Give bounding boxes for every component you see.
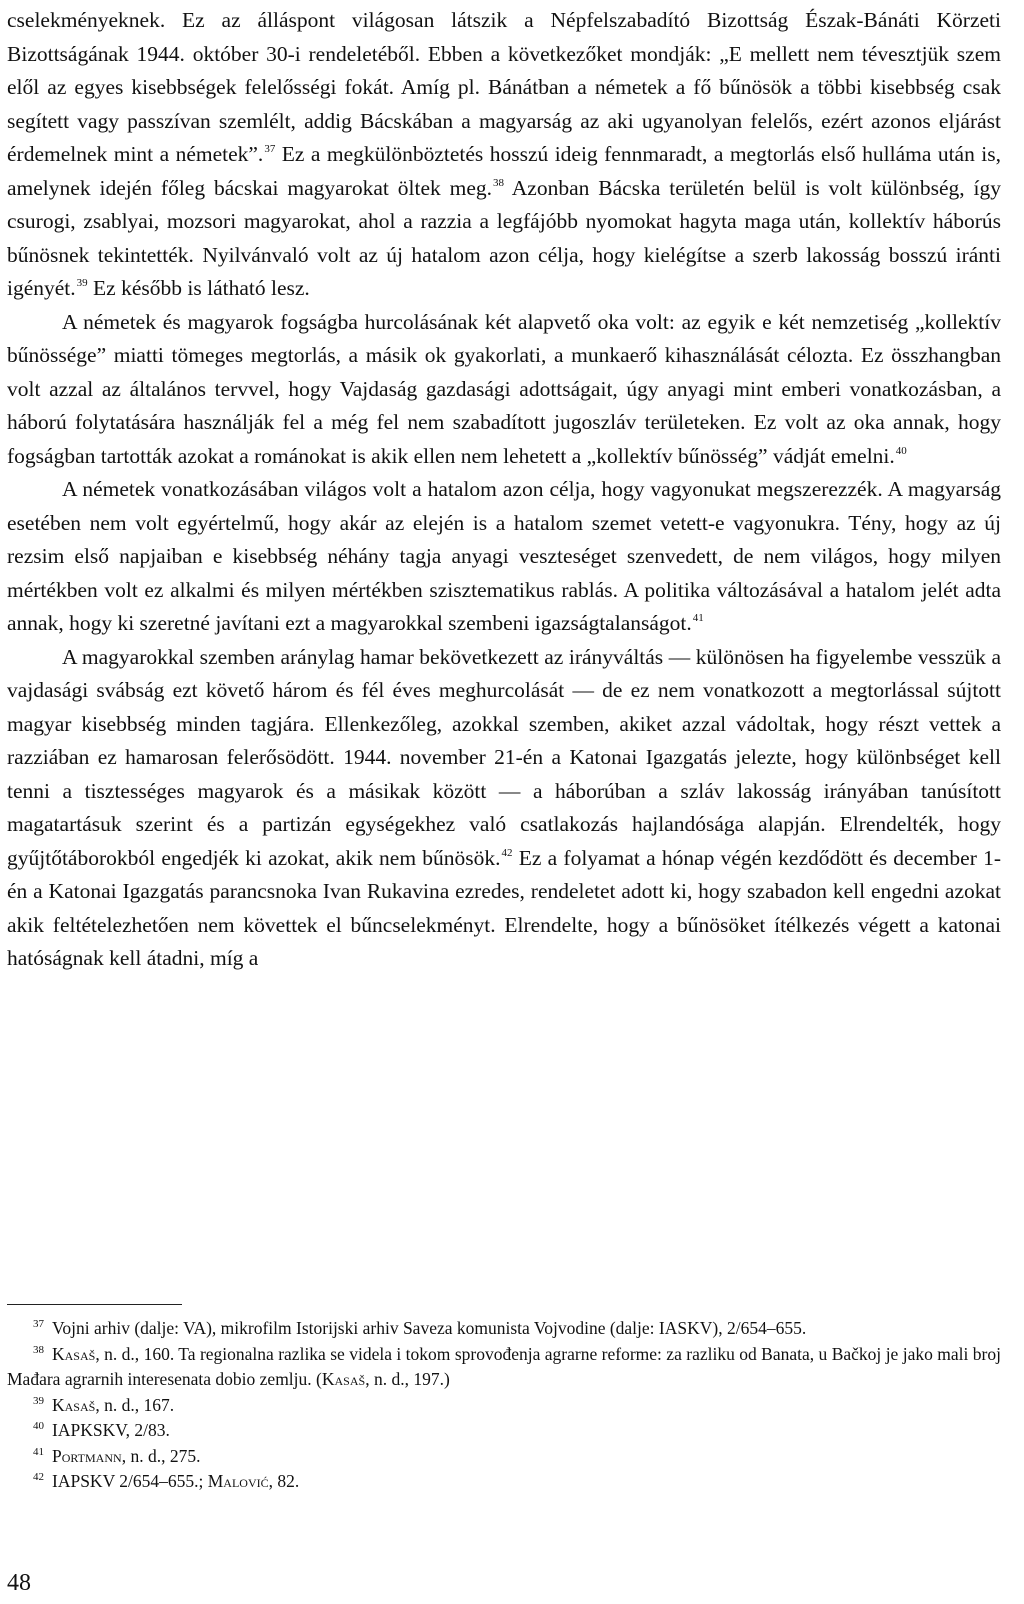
footnote-38: $^{38}$ Kasaš, n. d., 160. Ta regionalna razlika se videla i tokom sprovođenja agrarne reforme: za razliku od Banata, u Bačkoj je jako mali broj Mađara agrarnih interesenata dobio zemlju. (Kasaš, n. d., 197.) — [7, 1343, 1001, 1389]
footnote-ref[interactable]: 42 — [501, 846, 513, 859]
footnote-separator — [7, 1304, 182, 1305]
footnote-40: $^{40}$ IAPKSKV, 2/83. — [33, 1420, 170, 1440]
paragraph: A németek vonatkozásában világos volt a hatalom azon célja, hogy vagyonukat megszerezzék. A magyarság esetében nem volt egyértelmű, hogy akár az elején is a hatalom szemet vetett-e vagyonukra. Tény, hogy az új rezsim első napjaiban e kisebbség néhány tagja anyagi veszteséget szenvedett, de nem világos, hogy milyen mértékben volt ez alkalmi és milyen mértékben szisztematikus rablás. A politika változásával a hatalom jelét adta annak, hogy ki szeretné javítani ezt a magyarokkal szembeni igazságtalanságot.$^{41}$ — [7, 477, 1001, 635]
page-number: 48 — [7, 1570, 31, 1596]
footnote-ref[interactable]: 37 — [264, 143, 276, 155]
footnote-ref[interactable]: 41 — [692, 612, 704, 624]
footnote-ref[interactable]: 39 — [76, 277, 88, 289]
footnotes — [7, 1316, 1001, 1495]
paragraph: A magyarokkal szemben aránylag hamar bekövetkezett az irányváltás — különösen ha figyelembe vesszük a vajdasági svábság ezt követő három és fél éves meghurcolását — de ez nem vonatkozott a megtorlással sújtott magyar kisebbség minden tagjára. Ellenkezőleg, azokkal szemben, akiket azzal vádoltak, hogy részt vettek a razziában ez hamarosan felerősödött. 1944. november 21-én a Katonai Igazgatás jelezte, hogy különbséget kell tenni a tisztességes magyarok és a másikak között — a háborúban a szláv lakosság irányában tanúsított magatartásuk szerint és a partizán egységekhez való csatlakozás hajlandósága alapján. Elrendelték, hogy gyűjtőtáborokból engedjék ki azokat, akik nem bűnösök.$^{42}$ Ez a folyamat a hónap végén kezdődött és december 1-én a Katonai Igazgatás parancsnoka Ivan Rukavina ezredes, rendeletet adott ki, hogy szabadon kell engedni azokat akik feltételezhetően nem követtek el bűncselekményt. Elrendelte, hogy a bűnösöket ítélkezés végett a katonai hatóságnak kell átadni, míg a — [7, 644, 1001, 970]
footnote-41: $^{41}$ Portmann, n. d., 275. — [33, 1445, 201, 1466]
footnote-39: $^{39}$ Kasaš, n. d., 167. — [33, 1394, 175, 1415]
footnote-ref[interactable]: 40 — [895, 444, 907, 457]
footnote-37: $^{37}$ Vojni arhiv (dalje: VA), mikrofilm Istorijski arhiv Saveza komunista Vojvodine (dalje: IASKV), 2/654–655. — [33, 1318, 807, 1338]
paragraph: cselekményeknek. Ez az álláspont világosan látszik a Népfelszabadító Bizottság Észak-Bánáti Körzeti Bizottságának 1944. október 30-i rendeletéből. Ebben a következőket mondják: „E mellett nem tévesztjük szem elől az egyes kisebbségek felelősségi fokát. Amíg pl. Bánátban a németek a fő bűnösök a többi kisebbség csak segített vagy passzívan szemlélt, addig Bácskában a magyarság az aki ugyanolyan felelős, ezért azonos eljárást érdemelnek mint a németek”.$^{37}$ Ez a megkülönböztetés hosszú ideig fennmaradt, a megtorlás első hulláma után is, amelynek idején főleg bácskai magyarokat öltek meg.$^{38}$ Azonban Bácska területén belül is volt különbség, így csurogi, zsablyai, mozsori magyarokat, ahol a razzia a legfájóbb nyomokat hagyta maga után, kollektív háborús bűnösnek tekintették. Nyilvánvaló volt az új hatalom azon célja, hogy kielégítse a szerb lakosság bosszú iránti igényét.$^{39}$ Ez később is látható lesz. — [7, 8, 1001, 300]
footnote-42: $^{42}$ IAPSKV 2/654–655.; Malović, 82. — [33, 1471, 300, 1491]
paragraph: A németek és magyarok fogságba hurcolásának két alapvető oka volt: az egyik e két nemzetiség „kollektív bűnössége” miatti tömeges megtorlás, a másik ok gyakorlati, a munkaerő kihasználását célozta. Ez összhangban volt azzal az általános tervvel, hogy Vajdaság gazdasági adottságait, úgy anyagi mint emberi vonatkozásban, a háború folytatására használják fel a még fel nem szabadított jugoszláv területeken. Ez volt az oka annak, hogy fogságban tartották azokat a románokat is akik ellen nem lehetett a „kollektív bűnösség” vádját emelni.$^{40}$ — [7, 309, 1001, 468]
footnote-ref[interactable]: 38 — [493, 176, 505, 189]
body-text — [7, 0, 1001, 976]
